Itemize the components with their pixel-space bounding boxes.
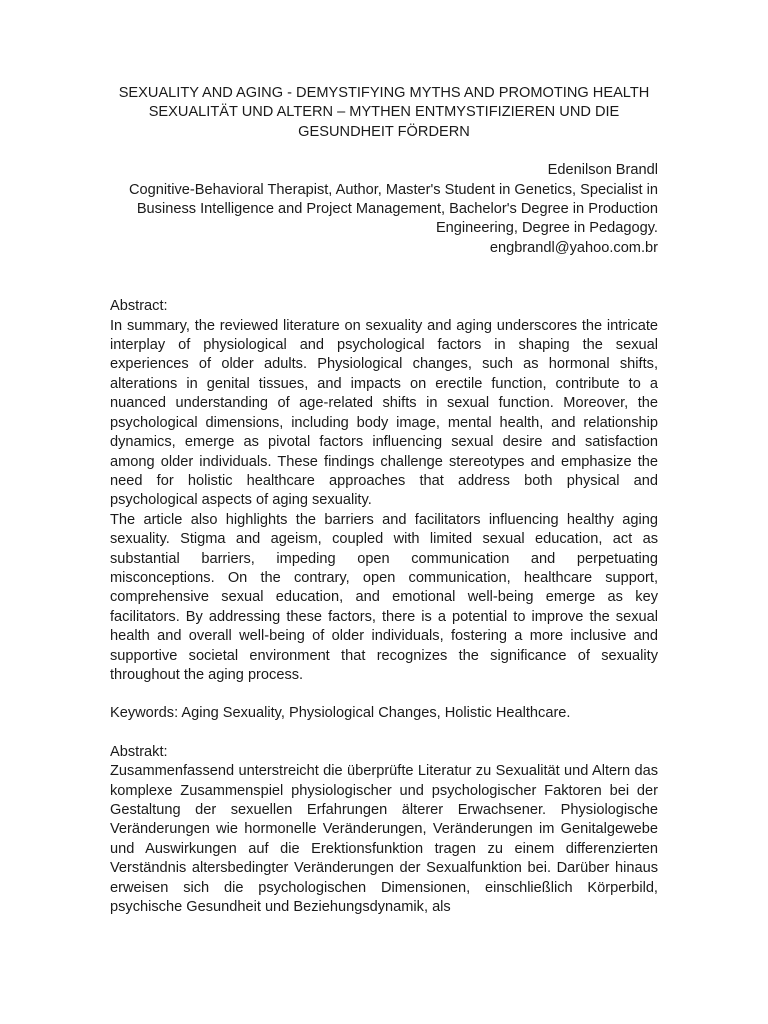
abstract-paragraph: In summary, the reviewed literature on sexuality and aging underscores the intricate interplay of physiological and psychological factors in shaping the sexual experiences of older adults. Physiological changes, such as hormonal shifts, alterations in genital tissues, and impacts on erectile function, contribute to a nuanced understanding of age-related shifts in sexual function. Moreover, the psychological dimensions, including body image, mental health, and relationship dynamics, emerge as pivotal factors influencing sexual desire and satisfaction among older individuals. These findings challenge stereotypes and emphasize the need for holistic healthcare approaches that address both physical and psychological aspects of aging sexuality. [110, 317, 658, 509]
author-name: Edenilson Brandl [547, 162, 658, 179]
abstrakt-paragraph: Zusammenfassend unterstreicht die überprüfte Literatur zu Sexualität und Altern das komplexe Zusammenspiel physiologischer und psychologischer Faktoren bei der Gestaltung der sexuellen Erfahrungen älterer Erwachsener. Physiologische Veränderungen wie hormonelle Veränderungen, Veränderungen im Genitalgewebe und Auswirkungen auf die Erektionsfunktion tragen zu einem differenzierten Verständnis altersbedingter Veränderungen der Sexualfunktion bei. Darüber hinaus erweisen sich die psychologischen Dimensionen, einschließlich Körperbild, psychische Gesundheit und Beziehungsdynamik, als [110, 763, 658, 916]
abstract-heading: Abstract: [110, 298, 168, 315]
title-block [110, 84, 658, 142]
keywords-line: Keywords: Aging Sexuality, Physiological Changes, Holistic Healthcare. [110, 705, 571, 722]
title-english: SEXUALITY AND AGING - DEMYSTIFYING MYTHS AND PROMOTING HEALTH [118, 85, 650, 101]
document-page [110, 84, 658, 917]
author-credentials: Cognitive-Behavioral Therapist, Author, Master's Student in Genetics, Specialist in Business Intelligence and Project Management, Bachelor's Degree in Production Engineering, Degree in Pedagogy. [129, 181, 658, 237]
author-email: engbrandl@yahoo.com.br [489, 239, 658, 256]
author-block [110, 161, 658, 258]
abstract-paragraph: The article also highlights the barriers and facilitators influencing healthy aging sexuality. Stigma and ageism, coupled with limited sexual education, act as substantial barriers, impeding open communication and perpetuating misconceptions. On the contrary, open communication, healthcare support, comprehensive sexual education, and emotional well-being emerge as key facilitators. By addressing these factors, there is a potential to improve the sexual health and overall well-being of older individuals, fostering a more inclusive and supportive societal environment that recognizes the significance of sexuality throughout the aging process. [110, 511, 658, 683]
title-german: SEXUALITÄT UND ALTERN – MYTHEN ENTMYSTIFIZIEREN UND DIE GESUNDHEIT FÖRDERN [148, 104, 620, 140]
abstrakt-heading: Abstrakt: [110, 743, 168, 760]
